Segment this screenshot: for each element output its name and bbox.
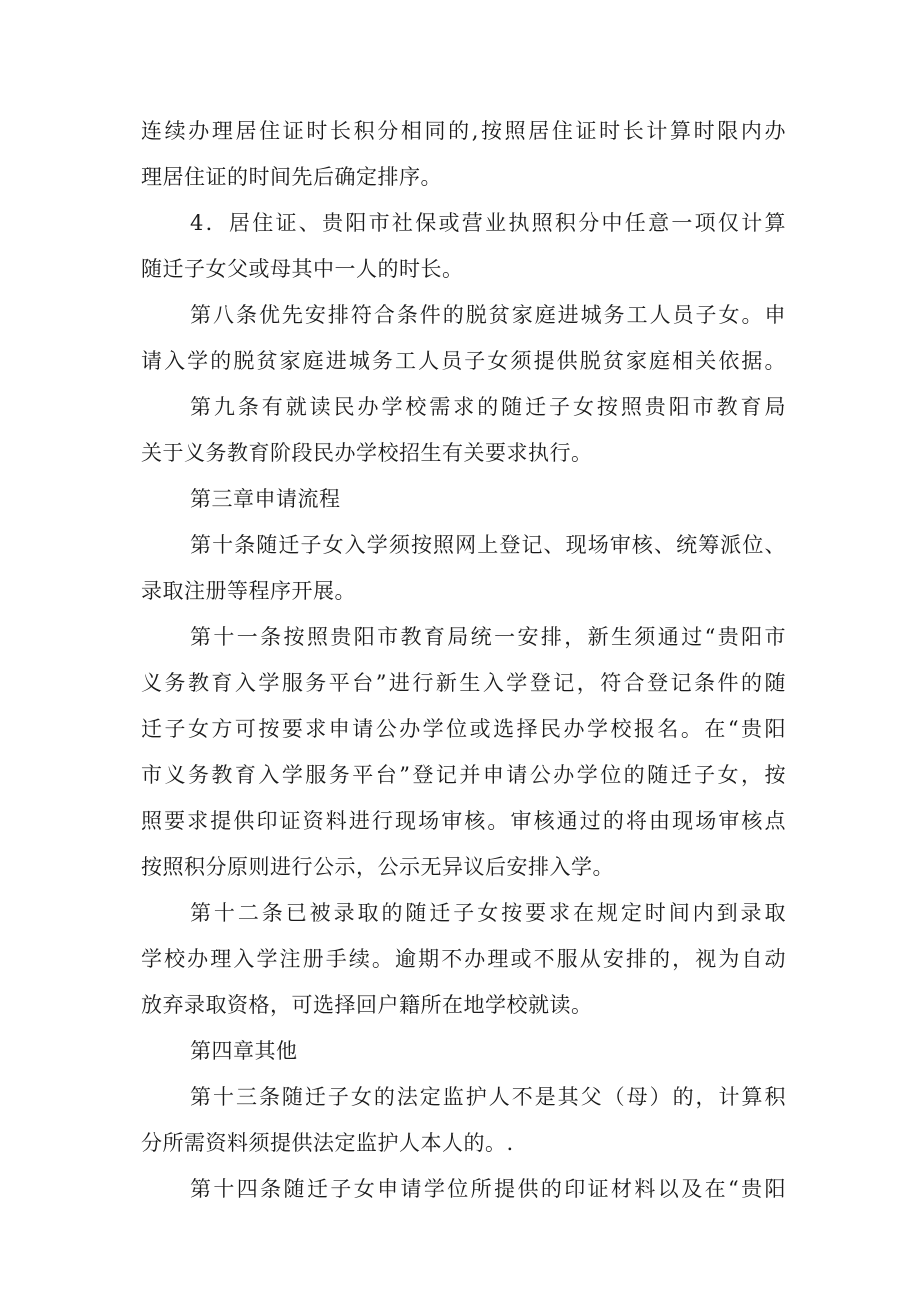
body-line: 关于义务教育阶段民办学校招生有关要求执行。	[141, 441, 593, 465]
article-12-line: 第十二条已被录取的随迁子女按要求在规定时间内到录取	[190, 901, 786, 925]
body-line: 放弃录取资格，可选择回户籍所在地学校就读。	[141, 993, 593, 1017]
article-11-line: 第十一条按照贵阳市教育局统一安排，新生须通过“贵阳市	[190, 625, 786, 649]
body-line: 请入学的脱贫家庭进城务工人员子女须提供脱贫家庭相关依据。	[141, 349, 786, 373]
chapter-3-heading: 第三章申请流程	[190, 487, 341, 511]
body-line: 义务教育入学服务平台”进行新生入学登记，符合登记条件的随	[141, 671, 786, 695]
chapter-4-heading: 第四章其他	[190, 1039, 298, 1063]
article-14-line: 第十四条随迁子女申请学位所提供的印证材料以及在“贵阳	[190, 1177, 786, 1201]
body-line: 理居住证的时间先后确定排序。	[141, 165, 442, 189]
body-line: 按照积分原则进行公示，公示无异议后安排入学。	[141, 855, 614, 879]
article-8-line: 第八条优先安排符合条件的脱贫家庭进城务工人员子女。申	[190, 303, 786, 327]
article-13-line: 第十三条随迁子女的法定监护人不是其父（母）的，计算积	[190, 1085, 786, 1109]
body-line: 迁子女方可按要求申请公办学位或选择民办学校报名。在“贵阳	[141, 717, 786, 741]
article-9-line: 第九条有就读民办学校需求的随迁子女按照贵阳市教育局	[190, 395, 786, 419]
body-line: 连续办理居住证时长积分相同的,按照居住证时长计算时限内办	[141, 119, 786, 143]
body-line: 录取注册等程序开展。	[141, 579, 356, 603]
body-line: 市义务教育入学服务平台”登记并申请公办学位的随迁子女，按	[141, 763, 786, 787]
article-10-line: 第十条随迁子女入学须按照网上登记、现场审核、统筹派位、	[190, 533, 786, 557]
list-item-4: 4．居住证、贵阳市社保或营业执照积分中任意一项仅计算	[190, 211, 786, 235]
body-line: 学校办理入学注册手续。逾期不办理或不服从安排的，视为自动	[141, 947, 786, 971]
body-line: 照要求提供印证资料进行现场审核。审核通过的将由现场审核点	[141, 809, 786, 833]
body-line: 随迁子女父或母其中一人的时长。	[141, 257, 464, 281]
body-line: 分所需资料须提供法定监护人本人的。.	[141, 1131, 514, 1155]
